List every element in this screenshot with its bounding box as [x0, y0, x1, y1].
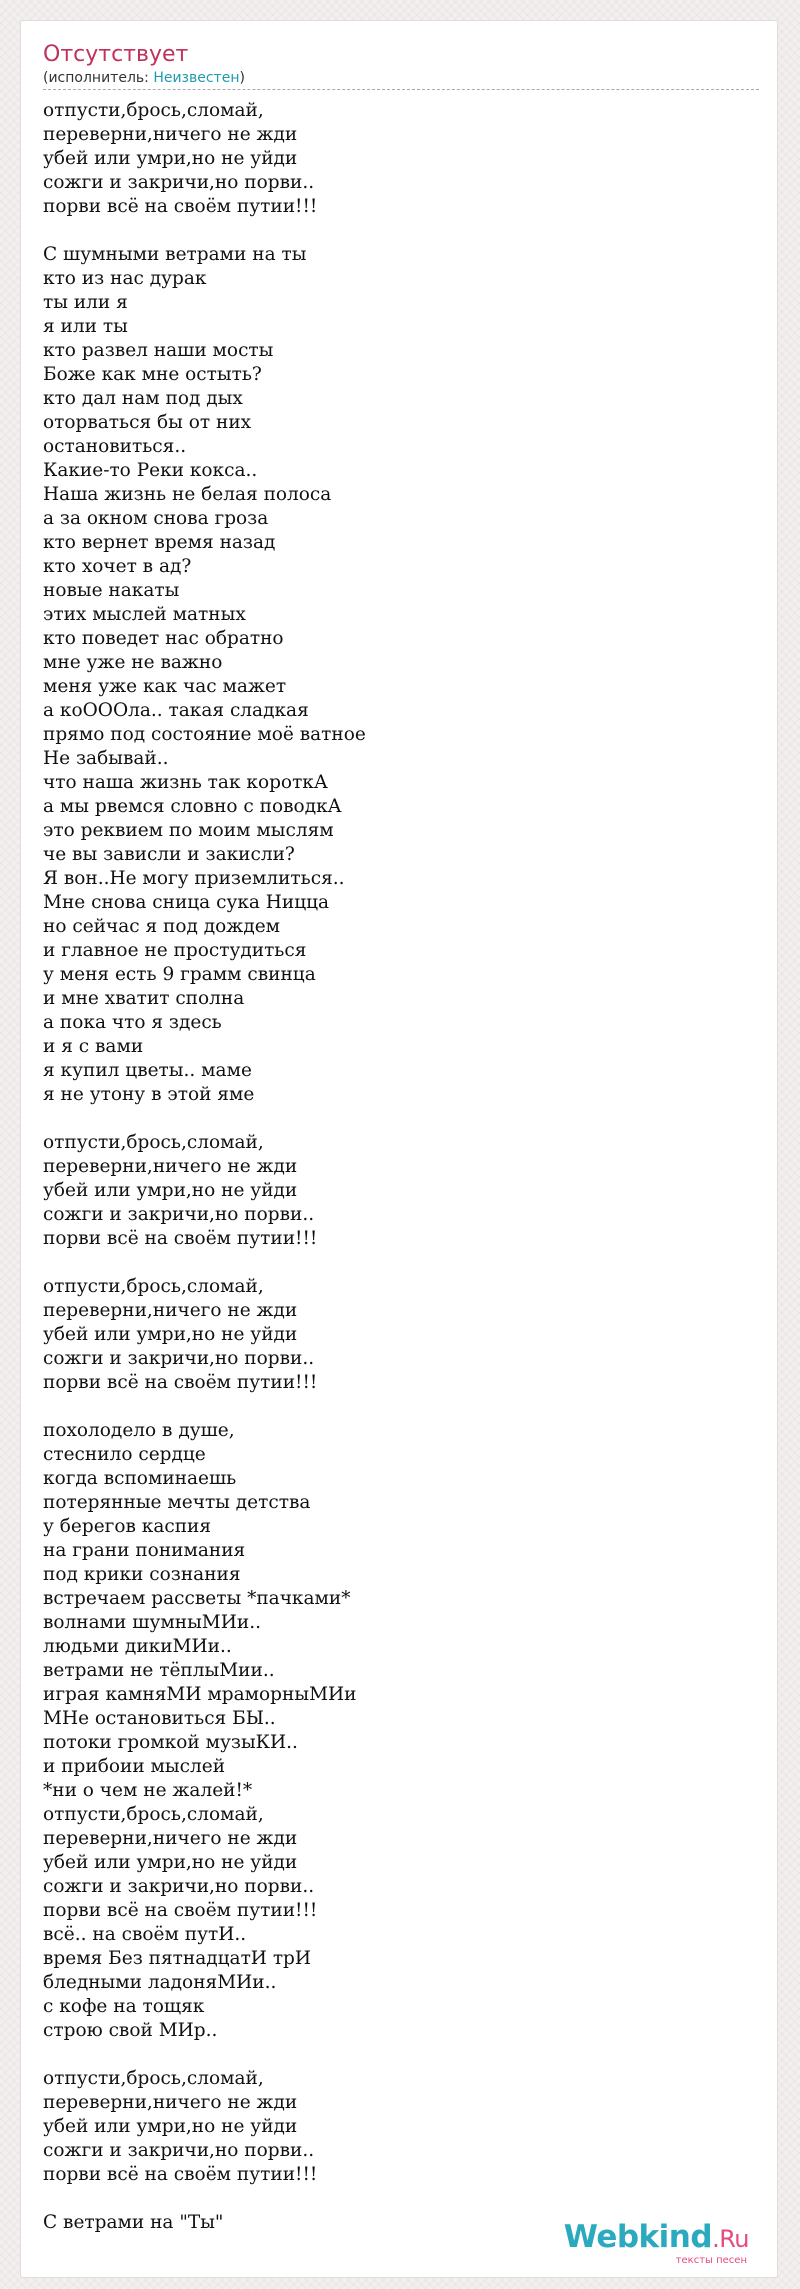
lyrics-line: что наша жизнь так короткА: [43, 772, 328, 793]
lyrics-line: а пока что я здесь: [43, 1012, 222, 1033]
lyrics-line: стеснило сердце: [43, 1444, 206, 1465]
lyrics-line: потоки громкой музыКИ..: [43, 1732, 298, 1753]
lyrics-line: убей или умри,но не уйди: [43, 1852, 298, 1873]
artist-line: [43, 69, 759, 87]
lyrics-line: и я с вами: [43, 1036, 144, 1057]
lyrics-blank-line: [43, 1251, 759, 1275]
lyrics-line: меня уже как час мажет: [43, 676, 287, 697]
lyrics-line: убей или умри,но не уйди: [43, 148, 298, 169]
lyrics-line: отпусти,брось,сломай,: [43, 1804, 264, 1825]
lyrics-line: с кофе на тощяк: [43, 1996, 205, 2017]
lyrics-line: а коОООла.. такая сладкая: [43, 700, 309, 721]
lyrics-line: *ни о чем не жалей!*: [43, 1780, 253, 1801]
lyrics-line: отпусти,брось,сломай,: [43, 1276, 264, 1297]
lyrics-line: убей или умри,но не уйди: [43, 1180, 298, 1201]
lyrics-text: [43, 99, 759, 2235]
lyrics-line: потерянные мечты детства: [43, 1492, 311, 1513]
lyrics-line: и мне хватит сполна: [43, 988, 245, 1009]
lyrics-line: ты или я: [43, 292, 128, 313]
lyrics-line: ветрами не тёплыМии..: [43, 1660, 275, 1681]
lyrics-line: Какие-то Реки кокса..: [43, 460, 258, 481]
artist-link[interactable]: Неизвестен: [153, 70, 240, 86]
lyrics-line: Боже как мне остыть?: [43, 364, 262, 385]
lyrics-line: я не утону в этой яме: [43, 1084, 255, 1105]
lyrics-line: отпусти,брось,сломай,: [43, 1132, 264, 1153]
lyrics-line: это реквием по моим мыслям: [43, 820, 334, 841]
lyrics-line: че вы зависли и закисли?: [43, 844, 295, 865]
lyrics-line: оторваться бы от них: [43, 412, 252, 433]
lyrics-blank-line: [43, 2187, 759, 2211]
lyrics-line: а за окном снова гроза: [43, 508, 269, 529]
lyrics-line: отпусти,брось,сломай,: [43, 2068, 264, 2089]
song-title: Отсутствует: [43, 42, 189, 67]
lyrics-line: я или ты: [43, 316, 128, 337]
lyrics-line: Не забывай..: [43, 748, 169, 769]
lyrics-line: переверни,ничего не жди: [43, 1156, 298, 1177]
lyrics-line: переверни,ничего не жди: [43, 1828, 298, 1849]
lyrics-card: [20, 20, 778, 2278]
logo-main-text: Webkind: [563, 2219, 713, 2255]
lyrics-line: я купил цветы.. маме: [43, 1060, 252, 1081]
lyrics-line: новые накаты: [43, 580, 180, 601]
lyrics-line: Мне снова сница сука Ницца: [43, 892, 330, 913]
lyrics-line: время Без пятнадцатИ трИ: [43, 1948, 312, 1969]
lyrics-blank-line: [43, 1395, 759, 1419]
lyrics-line: остановиться..: [43, 436, 187, 457]
webkind-logo[interactable]: [564, 2221, 749, 2267]
lyrics-line: прямо под состояние моё ватное: [43, 724, 366, 745]
lyrics-line: порви всё на своём путии!!!: [43, 2164, 318, 2185]
lyrics-blank-line: [43, 2043, 759, 2067]
lyrics-line: переверни,ничего не жди: [43, 2092, 298, 2113]
lyrics-line: С шумными ветрами на ты: [43, 244, 307, 265]
lyrics-line: С ветрами на "Ты": [43, 2212, 224, 2233]
lyrics-line: сожги и закричи,но порви..: [43, 1348, 315, 1369]
lyrics-line: волнами шумныМИи..: [43, 1612, 261, 1633]
lyrics-line: убей или умри,но не уйди: [43, 2116, 298, 2137]
lyrics-line: но сейчас я под дождем: [43, 916, 281, 937]
lyrics-line: кто дал нам под дых: [43, 388, 243, 409]
lyrics-line: сожги и закричи,но порви..: [43, 2140, 315, 2161]
lyrics-line: и главное не простудиться: [43, 940, 307, 961]
lyrics-line: строю свой МИр..: [43, 2020, 218, 2041]
lyrics-line: похолодело в душе,: [43, 1420, 235, 1441]
lyrics-line: Я вон..Не могу приземлиться..: [43, 868, 345, 889]
logo-wordmark: [564, 2221, 749, 2255]
lyrics-line: кто развел наши мосты: [43, 340, 274, 361]
song-header: [43, 41, 759, 90]
logo-suffix-text: .Ru: [712, 2225, 749, 2253]
artist-suffix: ): [239, 70, 245, 86]
lyrics-line: играя камняМИ мраморныМИи: [43, 1684, 357, 1705]
artist-prefix: (исполнитель:: [43, 70, 154, 86]
lyrics-line: Наша жизнь не белая полоса: [43, 484, 332, 505]
lyrics-blank-line: [43, 1107, 759, 1131]
logo-tagline: тексты песен: [675, 2255, 747, 2266]
lyrics-line: убей или умри,но не уйди: [43, 1324, 298, 1345]
lyrics-blank-line: [43, 219, 759, 243]
lyrics-line: всё.. на своём путИ..: [43, 1924, 247, 1945]
lyrics-line: МНе остановиться БЫ..: [43, 1708, 276, 1729]
lyrics-line: у меня есть 9 грамм свинца: [43, 964, 316, 985]
lyrics-line: переверни,ничего не жди: [43, 1300, 298, 1321]
lyrics-line: сожги и закричи,но порви..: [43, 1204, 315, 1225]
lyrics-line: переверни,ничего не жди: [43, 124, 298, 145]
lyrics-line: порви всё на своём путии!!!: [43, 1372, 318, 1393]
lyrics-line: отпусти,брось,сломай,: [43, 100, 264, 121]
lyrics-line: встречаем рассветы *пачками*: [43, 1588, 351, 1609]
lyrics-line: этих мыслей матных: [43, 604, 246, 625]
lyrics-line: порви всё на своём путии!!!: [43, 1900, 318, 1921]
lyrics-line: на грани понимания: [43, 1540, 246, 1561]
lyrics-line: кто из нас дурак: [43, 268, 207, 289]
lyrics-line: сожги и закричи,но порви..: [43, 172, 315, 193]
lyrics-line: кто вернет время назад: [43, 532, 276, 553]
lyrics-line: под крики сознания: [43, 1564, 241, 1585]
lyrics-line: людьми дикиМИи..: [43, 1636, 232, 1657]
lyrics-line: а мы рвемся словно с поводкА: [43, 796, 342, 817]
lyrics-line: кто хочет в ад?: [43, 556, 192, 577]
lyrics-line: мне уже не важно: [43, 652, 223, 673]
lyrics-line: сожги и закричи,но порви..: [43, 1876, 315, 1897]
lyrics-line: порви всё на своём путии!!!: [43, 196, 318, 217]
lyrics-line: у берегов каспия: [43, 1516, 212, 1537]
lyrics-line: и прибоии мыслей: [43, 1756, 226, 1777]
lyrics-line: порви всё на своём путии!!!: [43, 1228, 318, 1249]
lyrics-line: бледными ладоняМИи..: [43, 1972, 277, 1993]
lyrics-line: когда вспоминаешь: [43, 1468, 237, 1489]
lyrics-line: кто поведет нас обратно: [43, 628, 284, 649]
